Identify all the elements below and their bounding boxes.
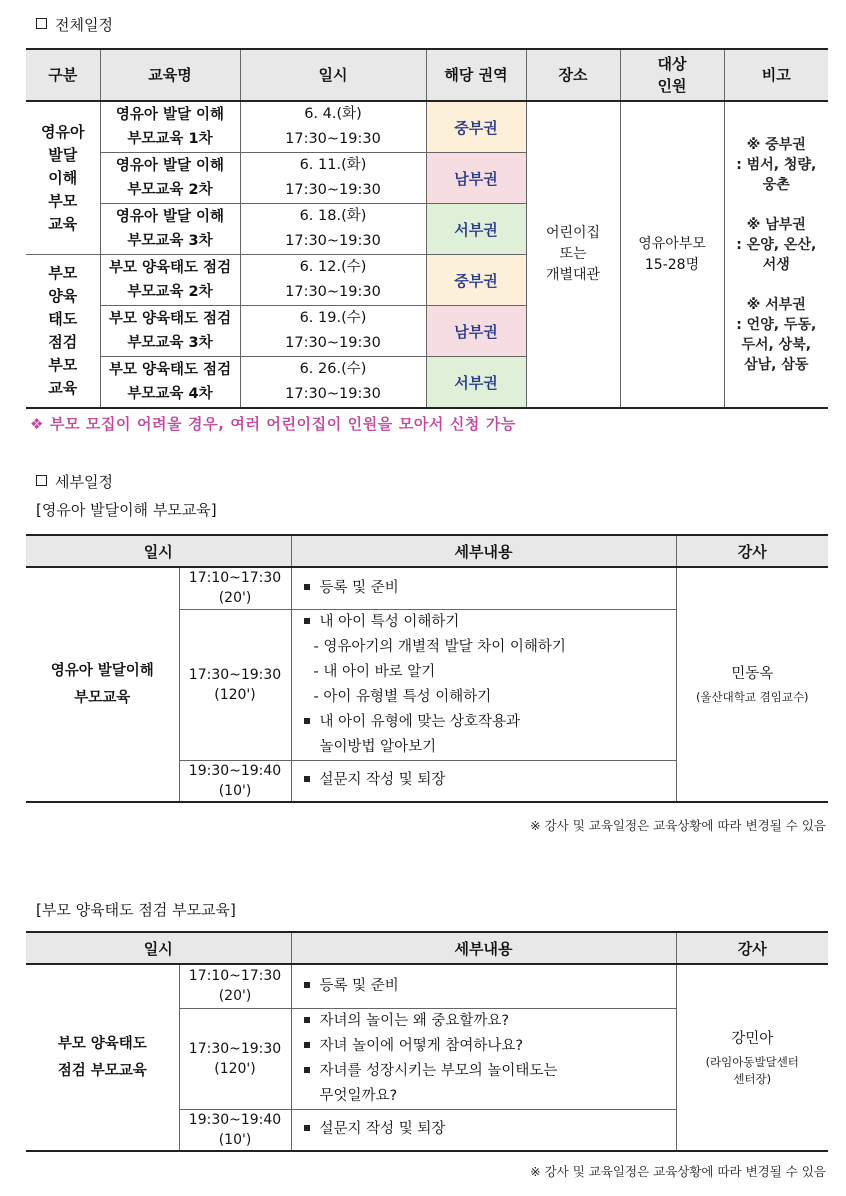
slot-time: 17:30~19:30 (120') (179, 1008, 291, 1109)
header-target-line2: 인원 (657, 77, 687, 95)
header-place: 장소 (526, 49, 620, 101)
section-title-detail: 세부일정 (36, 471, 113, 492)
footnote: ※ 강사 및 교육일정은 교육상황에 따라 변경될 수 있음 (530, 1164, 826, 1179)
bullet-square-icon (304, 1125, 310, 1131)
course-name: 부모 양육태도 점검 부모교육 3차 (100, 306, 240, 357)
overall-schedule-table (26, 48, 828, 409)
course-datetime: 6. 4.(화) 17:30~19:30 (240, 101, 426, 153)
region-cell: 서부권 (426, 204, 526, 255)
checkbox-square-icon (36, 475, 47, 486)
subtitle-development: [영유아 발달이해 부모교육] (36, 501, 217, 519)
bullet-square-icon (304, 776, 310, 782)
header-content: 세부내용 (291, 932, 676, 964)
slot-time: 17:10~17:30 (20') (179, 567, 291, 609)
slot-content: 등록 및 준비 (291, 567, 676, 609)
header-remarks: 비고 (724, 49, 828, 101)
slot-time: 17:10~17:30 (20') (179, 964, 291, 1008)
header-datetime: 일시 (240, 49, 426, 101)
slot-content: 자녀의 놀이는 왜 중요할까요? 자녀 놀이에 어떻게 참여하나요? 자녀를 성장시키는 부모의 놀이태도는 무엇일까요? (291, 1008, 676, 1109)
program-name: 영유아 발달이해 부모교육 (26, 567, 179, 802)
target-cell: 영유아부모 15-28명 (620, 101, 724, 408)
group-name-cell: 영유아 발달 이해 부모 교육 (26, 101, 100, 255)
header-target (620, 49, 724, 101)
checkbox-square-icon (36, 18, 47, 29)
header-target-line1: 대상 (657, 55, 687, 73)
bullet-square-icon (304, 1067, 310, 1073)
region-cell: 남부권 (426, 153, 526, 204)
course-datetime: 6. 18.(화) 17:30~19:30 (240, 204, 426, 255)
lecturer-cell: 민동옥 (울산대학교 겸임교수) (676, 567, 828, 802)
course-datetime: 6. 11.(화) 17:30~19:30 (240, 153, 426, 204)
header-region: 해당 권역 (426, 49, 526, 101)
region-cell: 남부권 (426, 306, 526, 357)
course-name: 영유아 발달 이해 부모교육 1차 (100, 101, 240, 153)
remarks-cell: ※ 중부권 : 범서, 청량, 웅촌 ※ 남부권 : 온양, 온산, 서생 ※ 서부권 : 언양, 두동, 두서, 상북, 삼남, 삼동 (724, 101, 828, 408)
region-cell: 중부권 (426, 255, 526, 306)
bullet-square-icon (304, 982, 310, 988)
bullet-square-icon (304, 718, 310, 724)
table-header-row (26, 535, 828, 567)
bullet-square-icon (304, 584, 310, 590)
bullet-square-icon (304, 1017, 310, 1023)
header-datetime: 일시 (26, 932, 291, 964)
table-row (26, 964, 828, 1008)
course-name: 영유아 발달 이해 부모교육 3차 (100, 204, 240, 255)
table-header-row (26, 49, 828, 101)
course-name: 부모 양육태도 점검 부모교육 4차 (100, 357, 240, 409)
header-lecturer: 강사 (676, 932, 828, 964)
slot-time: 19:30~19:40 (10') (179, 1109, 291, 1151)
header-category: 구분 (26, 49, 100, 101)
header-course: 교육명 (100, 49, 240, 101)
lecturer-cell: 강민아 (라임아동발달센터 센터장) (676, 964, 828, 1151)
group-name-cell: 부모 양육 태도 점검 부모 교육 (26, 255, 100, 409)
course-datetime: 6. 26.(수) 17:30~19:30 (240, 357, 426, 409)
section-title-overall: 전체일정 (36, 14, 113, 35)
header-lecturer: 강사 (676, 535, 828, 567)
slot-content: 설문지 작성 및 퇴장 (291, 1109, 676, 1151)
table-row (26, 567, 828, 609)
slot-content: 설문지 작성 및 퇴장 (291, 760, 676, 802)
slot-time: 17:30~19:30 (120') (179, 609, 291, 760)
recruitment-notice: ❖ 부모 모집이 어려울 경우, 여러 어린이집이 인원을 모아서 신청 가능 (30, 415, 516, 433)
header-datetime: 일시 (26, 535, 291, 567)
detail-table-development (26, 534, 828, 803)
region-cell: 서부권 (426, 357, 526, 409)
course-datetime: 6. 19.(수) 17:30~19:30 (240, 306, 426, 357)
bullet-square-icon (304, 618, 310, 624)
course-name: 영유아 발달 이해 부모교육 2차 (100, 153, 240, 204)
slot-content: 등록 및 준비 (291, 964, 676, 1008)
footnote: ※ 강사 및 교육일정은 교육상황에 따라 변경될 수 있음 (530, 818, 826, 833)
detail-table-attitude (26, 931, 828, 1152)
slot-content: 내 아이 특성 이해하기 - 영유아기의 개별적 발달 차이 이해하기 - 내 아이 바로 알기 - 아이 유형별 특성 이해하기 내 아이 유형에 맞는 상호작용과 놀이방법 알아보기 (291, 609, 676, 760)
subtitle-attitude: [부모 양육태도 점검 부모교육] (36, 901, 236, 919)
place-cell: 어린이집 또는 개별대관 (526, 101, 620, 408)
bullet-square-icon (304, 1042, 310, 1048)
slot-time: 19:30~19:40 (10') (179, 760, 291, 802)
course-name: 부모 양육태도 점검 부모교육 2차 (100, 255, 240, 306)
region-cell: 중부권 (426, 101, 526, 153)
table-header-row (26, 932, 828, 964)
table-row (26, 101, 828, 153)
course-datetime: 6. 12.(수) 17:30~19:30 (240, 255, 426, 306)
header-content: 세부내용 (291, 535, 676, 567)
program-name: 부모 양육태도 점검 부모교육 (26, 964, 179, 1151)
